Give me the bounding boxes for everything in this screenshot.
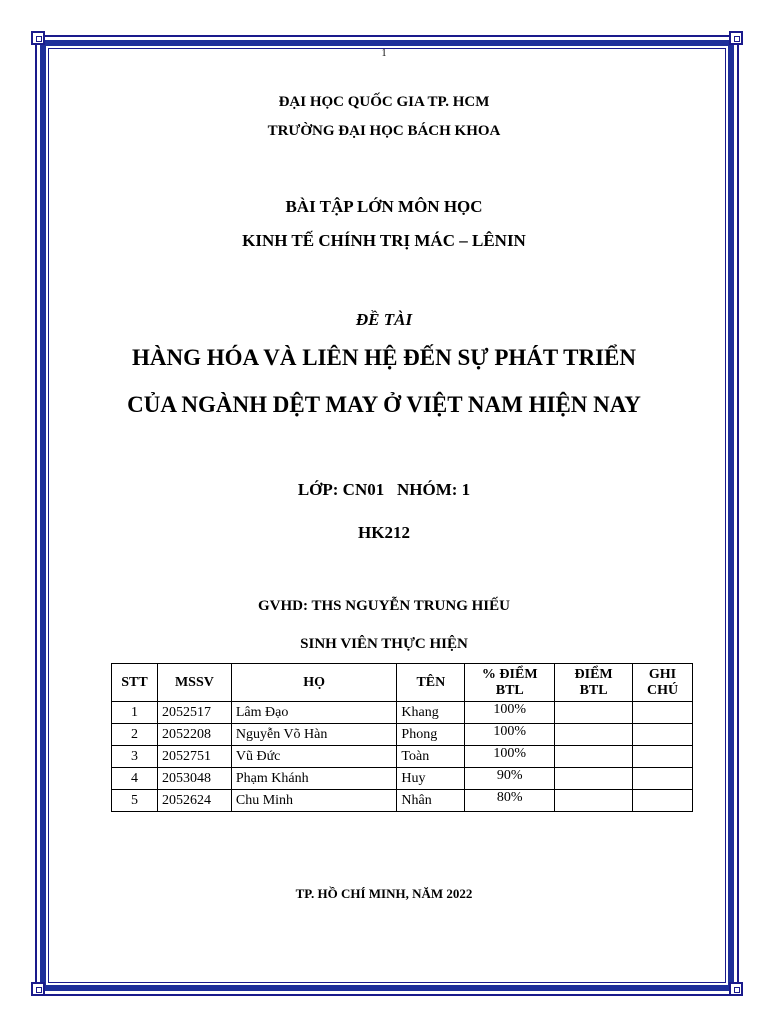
cell-mssv: 2052208 [157, 724, 231, 746]
cell-stt: 5 [112, 790, 158, 812]
cell-ho: Chu Minh [231, 790, 397, 812]
cell-pct: 90% [465, 768, 555, 790]
cell-ghichu [633, 790, 693, 812]
cell-ghichu [633, 724, 693, 746]
cell-diem [555, 746, 633, 768]
header-pct-line2: BTL [495, 682, 524, 698]
cell-diem [555, 702, 633, 724]
cell-ten: Phong [397, 724, 465, 746]
class-group: LỚP: CN01 NHÓM: 1 [297, 480, 471, 499]
header-stt: STT [112, 664, 158, 702]
header-diem-line1: ĐIỂM [574, 666, 613, 682]
cell-ho: Nguyễn Võ Hàn [231, 724, 397, 746]
cell-pct: 100% [465, 702, 555, 724]
cell-ho: Vũ Đức [231, 746, 397, 768]
students-heading: SINH VIÊN THỰC HIỆN [300, 636, 468, 652]
cell-stt: 4 [112, 768, 158, 790]
cell-pct: 80% [465, 790, 555, 812]
header-diem-line2: BTL [579, 682, 608, 698]
student-table [111, 663, 693, 812]
cell-mssv: 2053048 [157, 768, 231, 790]
cell-ho: Lâm Đạo [231, 702, 397, 724]
assignment-type: BÀI TẬP LỚN MÔN HỌC [285, 197, 483, 216]
cell-diem [555, 790, 633, 812]
corner-ornament-bottom-right [729, 982, 743, 996]
topic-title-line1: HÀNG HÓA VÀ LIÊN HỆ ĐẾN SỰ PHÁT TRIỂN [132, 345, 636, 370]
cell-ten: Toàn [397, 746, 465, 768]
table-row [112, 768, 693, 790]
header-ghichu [633, 664, 693, 702]
header-ten: TÊN [397, 664, 465, 702]
semester: HK212 [358, 523, 410, 542]
page-border-inner [48, 48, 726, 983]
table-row [112, 790, 693, 812]
cell-stt: 2 [112, 724, 158, 746]
cell-pct: 100% [465, 724, 555, 746]
header-pct [465, 664, 555, 702]
cell-mssv: 2052517 [157, 702, 231, 724]
school-name: TRƯỜNG ĐẠI HỌC BÁCH KHOA [267, 123, 501, 139]
corner-ornament-bottom-left [31, 982, 45, 996]
table-header-row [112, 664, 693, 702]
corner-ornament-top-left [31, 31, 45, 45]
table-row [112, 746, 693, 768]
cell-ten: Nhân [397, 790, 465, 812]
header-ghichu-line1: GHI [648, 666, 677, 682]
header-ghichu-line2: CHÚ [646, 682, 679, 698]
cell-ghichu [633, 746, 693, 768]
cell-diem [555, 768, 633, 790]
page-number: 1 [381, 48, 387, 59]
cell-mssv: 2052624 [157, 790, 231, 812]
cell-ten: Huy [397, 768, 465, 790]
header-mssv: MSSV [157, 664, 231, 702]
advisor: GVHD: THS NGUYỄN TRUNG HIẾU [258, 598, 510, 614]
footer-place-year: TP. HỒ CHÍ MINH, NĂM 2022 [295, 886, 473, 901]
topic-title-line2: CỦA NGÀNH DỆT MAY Ở VIỆT NAM HIỆN NAY [127, 392, 641, 417]
header-pct-line1: % ĐIỂM [481, 666, 538, 682]
cell-ho: Phạm Khánh [231, 768, 397, 790]
subject-name: KINH TẾ CHÍNH TRỊ MÁC – LÊNIN [242, 231, 526, 250]
table-row [112, 702, 693, 724]
header-diem [555, 664, 633, 702]
cell-stt: 1 [112, 702, 158, 724]
cell-ten: Khang [397, 702, 465, 724]
topic-label: ĐỀ TÀI [355, 310, 413, 329]
table-row [112, 724, 693, 746]
cell-stt: 3 [112, 746, 158, 768]
cell-ghichu [633, 768, 693, 790]
cell-pct: 100% [465, 746, 555, 768]
cell-ghichu [633, 702, 693, 724]
cell-diem [555, 724, 633, 746]
header-ho: HỌ [231, 664, 397, 702]
cell-mssv: 2052751 [157, 746, 231, 768]
corner-ornament-top-right [729, 31, 743, 45]
university-name: ĐẠI HỌC QUỐC GIA TP. HCM [278, 94, 490, 110]
